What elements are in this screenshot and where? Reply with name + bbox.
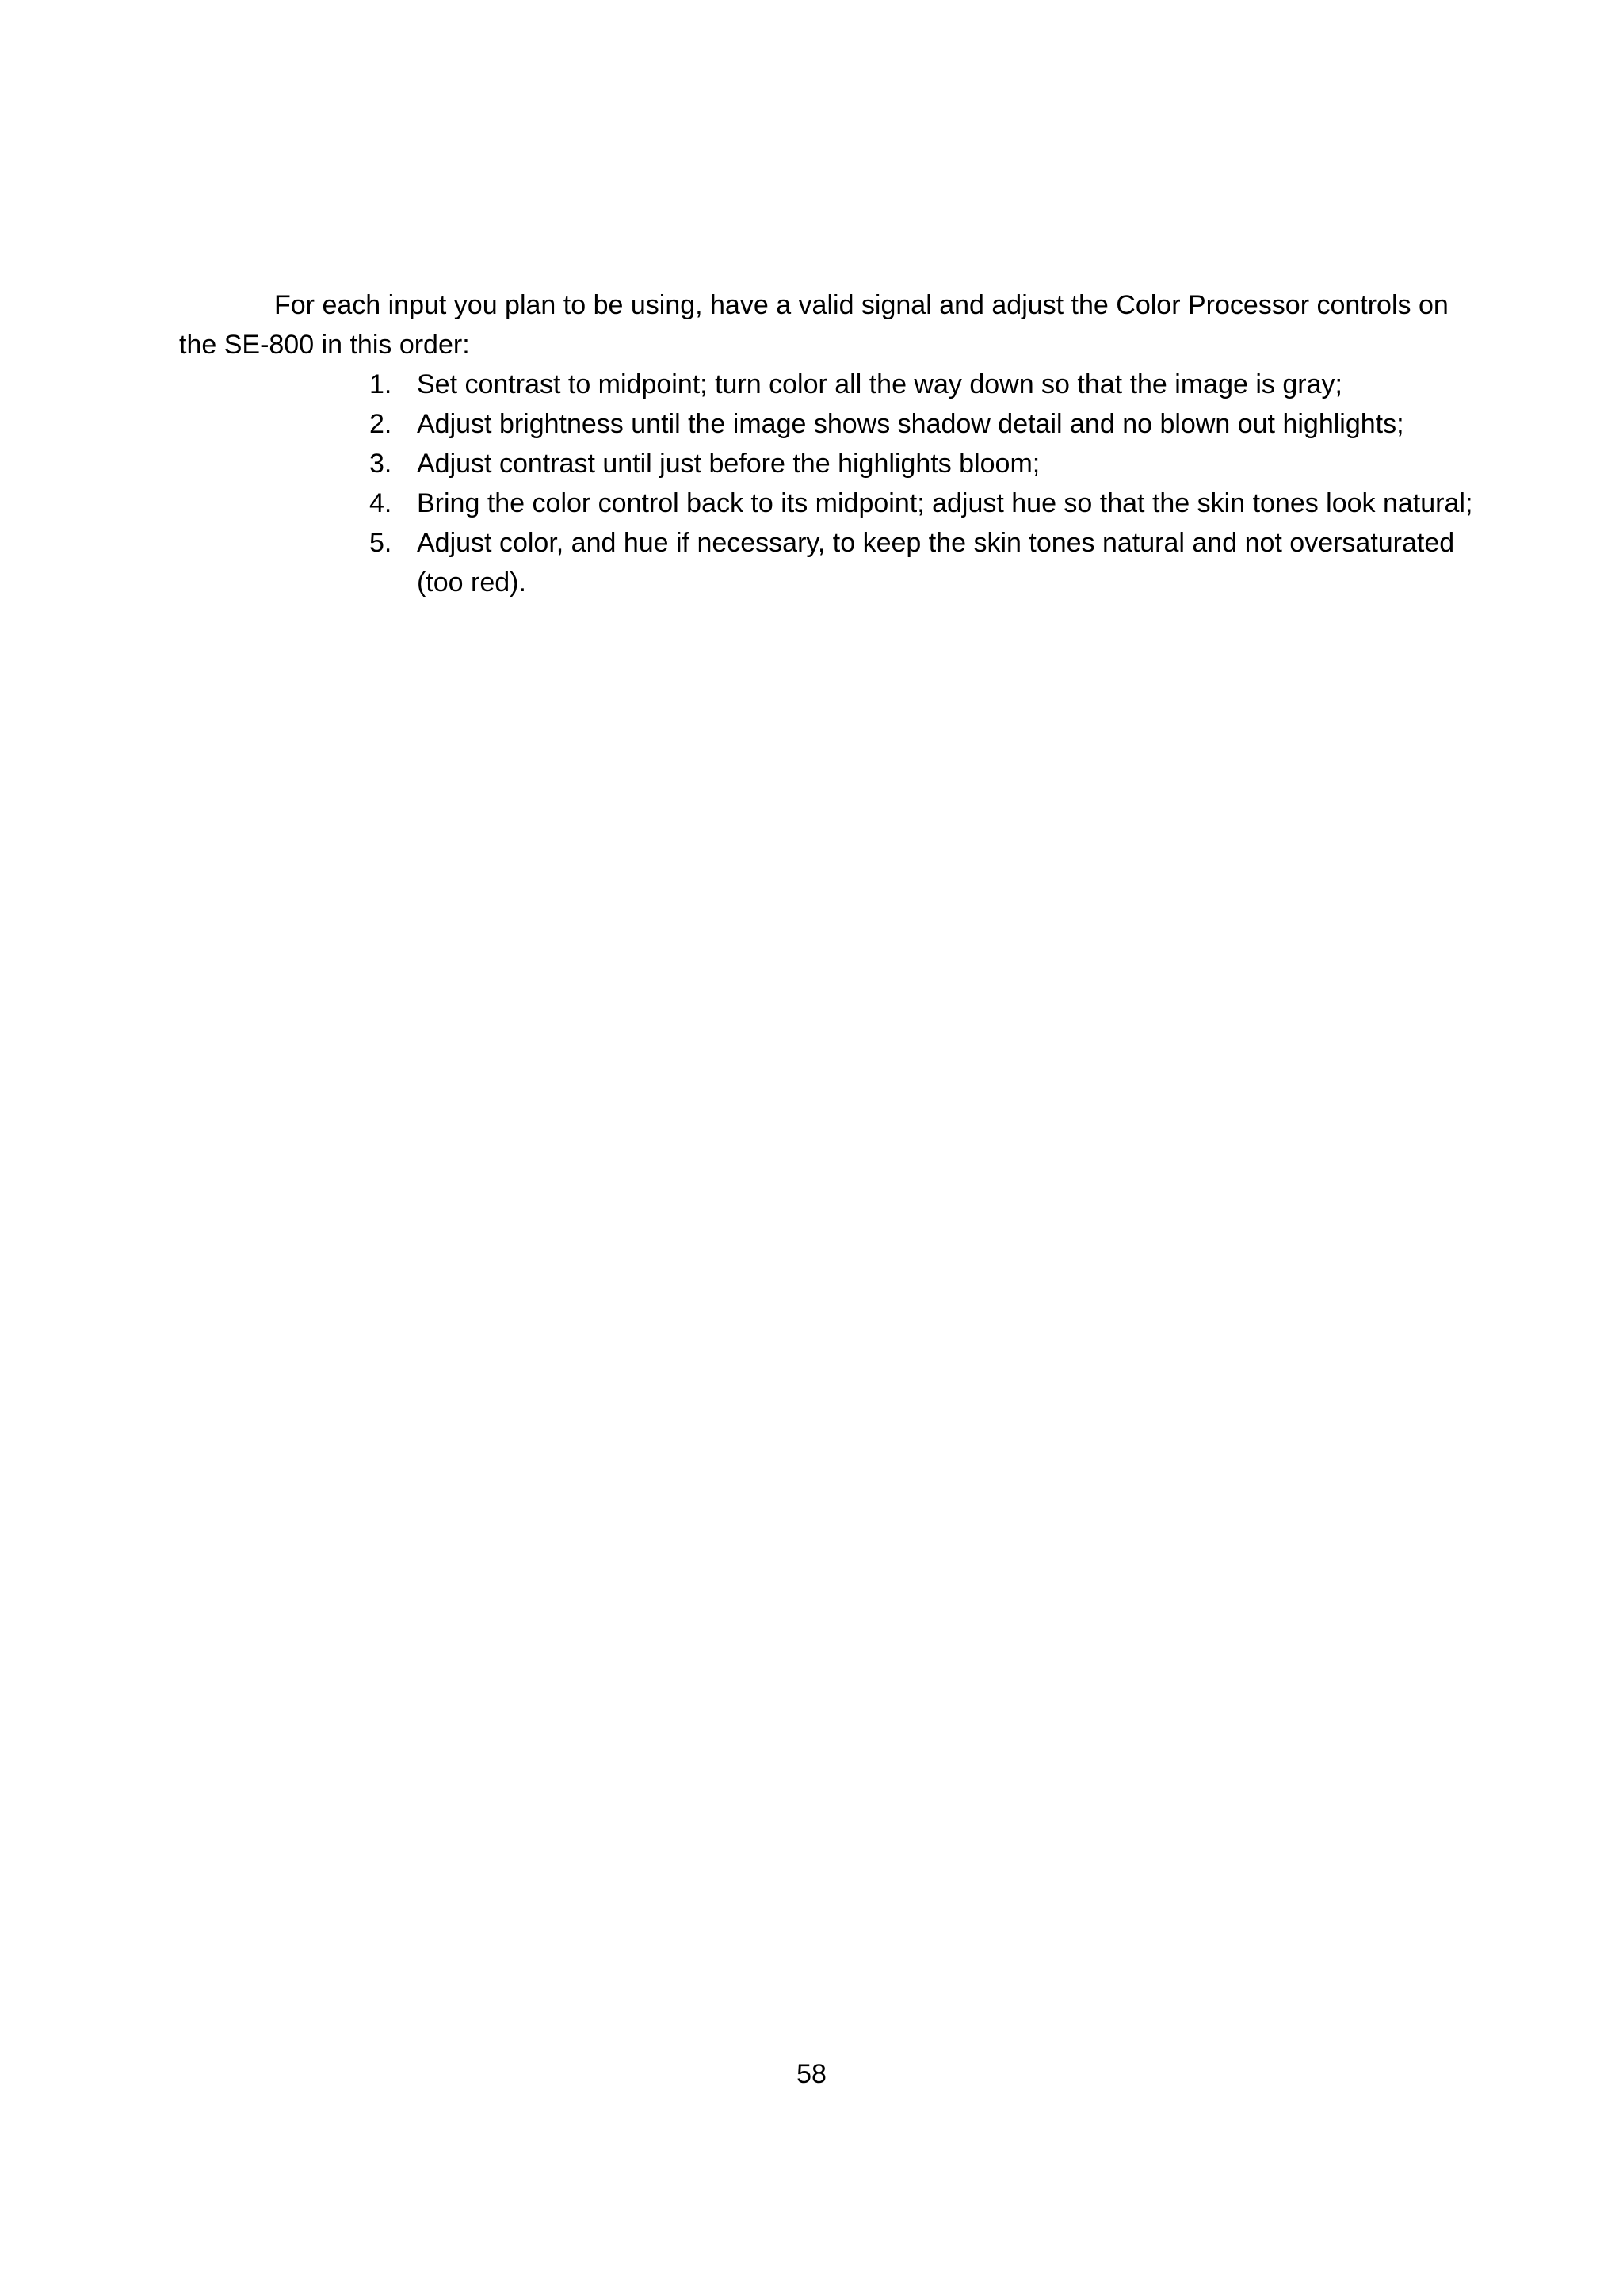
step-number: 2. (369, 409, 392, 439)
step-text: Bring the color control back to its midpoint; adjust hue so that the skin tones look natural; (417, 488, 1473, 518)
list-item (369, 483, 1495, 523)
step-text: Adjust contrast until just before the highlights bloom; (417, 449, 1041, 479)
page-number: 58 (796, 2059, 827, 2089)
list-item (369, 365, 1495, 404)
list-item (369, 404, 1495, 444)
step-text: Adjust color, and hue if necessary, to keep the skin tones natural and not oversaturated (too red). (417, 528, 1455, 598)
intro-text-line-2: the SE-800 in this order: (179, 330, 470, 360)
step-number: 1. (369, 369, 392, 399)
step-number: 3. (369, 449, 392, 479)
step-number: 4. (369, 488, 392, 518)
intro-paragraph (179, 285, 1479, 365)
list-item (369, 444, 1495, 483)
step-number: 5. (369, 528, 392, 558)
adjustment-steps-list (369, 365, 1495, 602)
step-text: Set contrast to midpoint; turn color all the way down so that the image is gray; (417, 369, 1342, 399)
intro-text-line-1: For each input you plan to be using, have a valid signal and adjust the Color Processor controls on (274, 290, 1449, 320)
step-text: Adjust brightness until the image shows shadow detail and no blown out highlights; (417, 409, 1404, 439)
list-item (369, 523, 1495, 602)
